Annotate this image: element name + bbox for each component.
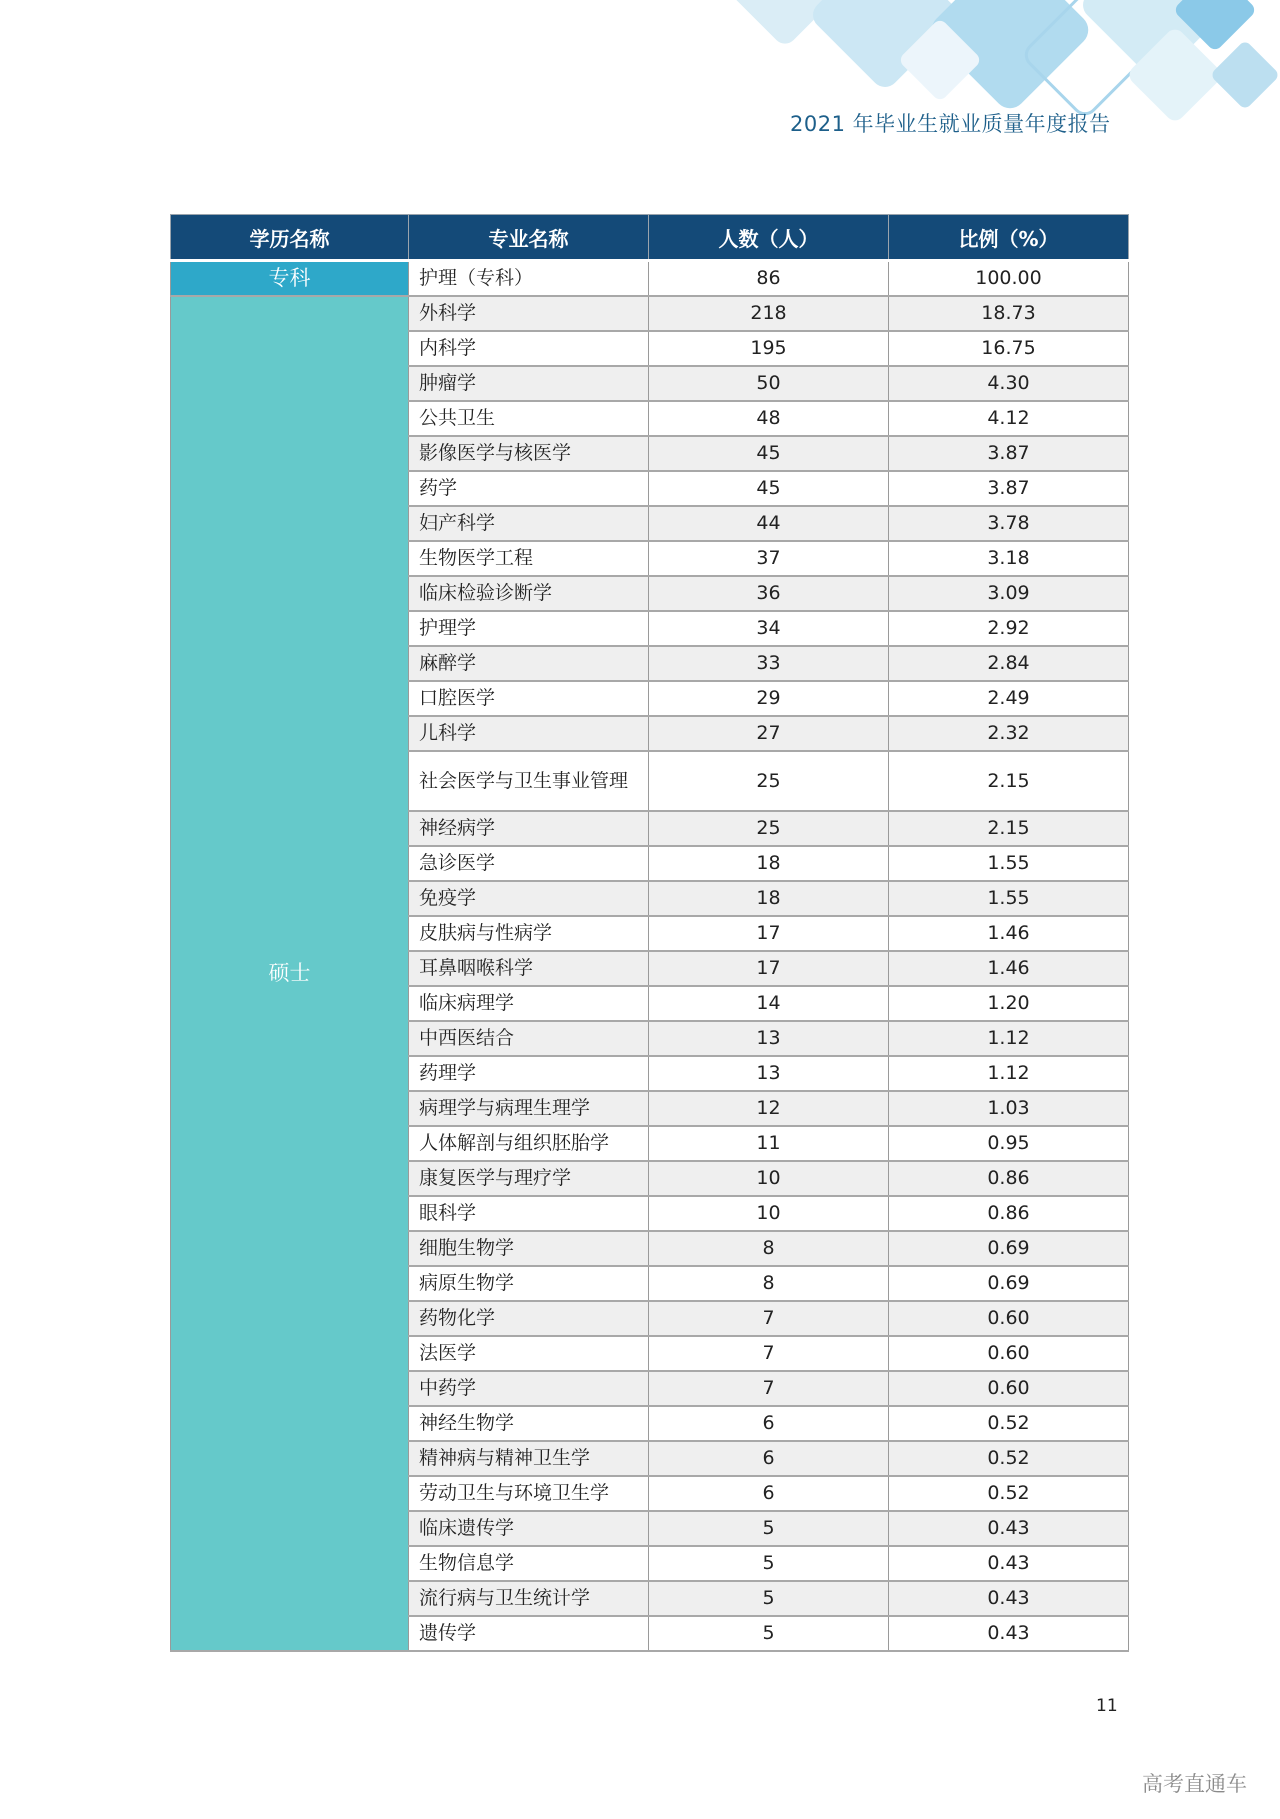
count-cell: 11 — [649, 1126, 889, 1161]
table-body — [171, 261, 1129, 1652]
count-cell: 45 — [649, 436, 889, 471]
count-cell: 33 — [649, 646, 889, 681]
count-cell: 7 — [649, 1336, 889, 1371]
count-cell: 10 — [649, 1196, 889, 1231]
count-cell: 29 — [649, 681, 889, 716]
ratio-cell: 3.18 — [889, 541, 1129, 576]
count-cell: 8 — [649, 1266, 889, 1301]
ratio-cell: 3.87 — [889, 471, 1129, 506]
table-row — [171, 296, 1129, 331]
ratio-cell: 2.15 — [889, 751, 1129, 811]
ratio-cell: 0.60 — [889, 1336, 1129, 1371]
ratio-cell: 18.73 — [889, 296, 1129, 331]
employment-table — [170, 214, 1129, 1652]
ratio-cell: 1.46 — [889, 951, 1129, 986]
major-cell: 护理学 — [409, 611, 649, 646]
ratio-cell: 3.78 — [889, 506, 1129, 541]
ratio-cell: 100.00 — [889, 261, 1129, 297]
major-cell: 细胞生物学 — [409, 1231, 649, 1266]
count-cell: 17 — [649, 916, 889, 951]
major-cell: 临床检验诊断学 — [409, 576, 649, 611]
ratio-cell: 2.84 — [889, 646, 1129, 681]
header-degree: 学历名称 — [171, 215, 409, 261]
count-cell: 5 — [649, 1616, 889, 1651]
table-header-row — [171, 215, 1129, 261]
major-cell: 免疫学 — [409, 881, 649, 916]
header-count: 人数（人） — [649, 215, 889, 261]
count-cell: 6 — [649, 1476, 889, 1511]
ratio-cell: 1.46 — [889, 916, 1129, 951]
ratio-cell: 0.43 — [889, 1581, 1129, 1616]
major-cell: 外科学 — [409, 296, 649, 331]
major-cell: 中药学 — [409, 1371, 649, 1406]
count-cell: 13 — [649, 1021, 889, 1056]
report-title: 2021 年毕业生就业质量年度报告 — [790, 112, 1111, 136]
major-cell: 社会医学与卫生事业管理 — [409, 751, 649, 811]
ratio-cell: 1.20 — [889, 986, 1129, 1021]
count-cell: 5 — [649, 1546, 889, 1581]
degree-level-cell: 专科 — [171, 261, 409, 297]
major-cell: 儿科学 — [409, 716, 649, 751]
count-cell: 218 — [649, 296, 889, 331]
header-ratio: 比例（%） — [889, 215, 1129, 261]
major-cell: 内科学 — [409, 331, 649, 366]
count-cell: 25 — [649, 811, 889, 846]
major-cell: 眼科学 — [409, 1196, 649, 1231]
ratio-cell: 0.86 — [889, 1161, 1129, 1196]
count-cell: 6 — [649, 1441, 889, 1476]
header-major: 专业名称 — [409, 215, 649, 261]
ratio-cell: 1.55 — [889, 846, 1129, 881]
major-cell: 药学 — [409, 471, 649, 506]
ratio-cell: 0.43 — [889, 1511, 1129, 1546]
count-cell: 6 — [649, 1406, 889, 1441]
count-cell: 7 — [649, 1371, 889, 1406]
ratio-cell: 0.69 — [889, 1266, 1129, 1301]
count-cell: 13 — [649, 1056, 889, 1091]
ratio-cell: 0.60 — [889, 1371, 1129, 1406]
major-cell: 遗传学 — [409, 1616, 649, 1651]
count-cell: 48 — [649, 401, 889, 436]
major-cell: 生物信息学 — [409, 1546, 649, 1581]
watermark: 高考直通车 — [1142, 1772, 1247, 1796]
ratio-cell: 1.12 — [889, 1021, 1129, 1056]
ratio-cell: 0.43 — [889, 1546, 1129, 1581]
count-cell: 8 — [649, 1231, 889, 1266]
degree-level-cell: 硕士 — [171, 296, 409, 1651]
ratio-cell: 16.75 — [889, 331, 1129, 366]
ratio-cell: 2.92 — [889, 611, 1129, 646]
major-cell: 肿瘤学 — [409, 366, 649, 401]
ratio-cell: 0.69 — [889, 1231, 1129, 1266]
major-cell: 临床病理学 — [409, 986, 649, 1021]
ratio-cell: 4.12 — [889, 401, 1129, 436]
major-cell: 法医学 — [409, 1336, 649, 1371]
ratio-cell: 1.12 — [889, 1056, 1129, 1091]
major-cell: 麻醉学 — [409, 646, 649, 681]
count-cell: 5 — [649, 1511, 889, 1546]
ratio-cell: 2.15 — [889, 811, 1129, 846]
major-cell: 中西医结合 — [409, 1021, 649, 1056]
count-cell: 36 — [649, 576, 889, 611]
major-cell: 生物医学工程 — [409, 541, 649, 576]
major-cell: 精神病与精神卫生学 — [409, 1441, 649, 1476]
major-cell: 人体解剖与组织胚胎学 — [409, 1126, 649, 1161]
count-cell: 44 — [649, 506, 889, 541]
count-cell: 18 — [649, 881, 889, 916]
major-cell: 药物化学 — [409, 1301, 649, 1336]
ratio-cell: 0.52 — [889, 1441, 1129, 1476]
count-cell: 18 — [649, 846, 889, 881]
ratio-cell: 0.86 — [889, 1196, 1129, 1231]
major-cell: 神经生物学 — [409, 1406, 649, 1441]
ratio-cell: 2.32 — [889, 716, 1129, 751]
count-cell: 195 — [649, 331, 889, 366]
major-cell: 药理学 — [409, 1056, 649, 1091]
major-cell: 病原生物学 — [409, 1266, 649, 1301]
major-cell: 妇产科学 — [409, 506, 649, 541]
ratio-cell: 0.43 — [889, 1616, 1129, 1651]
count-cell: 7 — [649, 1301, 889, 1336]
major-cell: 护理（专科） — [409, 261, 649, 297]
major-cell: 急诊医学 — [409, 846, 649, 881]
ratio-cell: 3.87 — [889, 436, 1129, 471]
ratio-cell: 3.09 — [889, 576, 1129, 611]
ratio-cell: 2.49 — [889, 681, 1129, 716]
ratio-cell: 4.30 — [889, 366, 1129, 401]
count-cell: 10 — [649, 1161, 889, 1196]
major-cell: 康复医学与理疗学 — [409, 1161, 649, 1196]
major-cell: 口腔医学 — [409, 681, 649, 716]
major-cell: 公共卫生 — [409, 401, 649, 436]
count-cell: 37 — [649, 541, 889, 576]
major-cell: 病理学与病理生理学 — [409, 1091, 649, 1126]
count-cell: 50 — [649, 366, 889, 401]
count-cell: 27 — [649, 716, 889, 751]
ratio-cell: 0.60 — [889, 1301, 1129, 1336]
table-row — [171, 261, 1129, 297]
count-cell: 14 — [649, 986, 889, 1021]
count-cell: 45 — [649, 471, 889, 506]
ratio-cell: 0.52 — [889, 1476, 1129, 1511]
count-cell: 25 — [649, 751, 889, 811]
ratio-cell: 0.95 — [889, 1126, 1129, 1161]
major-cell: 神经病学 — [409, 811, 649, 846]
ratio-cell: 0.52 — [889, 1406, 1129, 1441]
major-cell: 皮肤病与性病学 — [409, 916, 649, 951]
count-cell: 34 — [649, 611, 889, 646]
page-number: 11 — [1096, 1696, 1118, 1716]
ratio-cell: 1.03 — [889, 1091, 1129, 1126]
major-cell: 劳动卫生与环境卫生学 — [409, 1476, 649, 1511]
ratio-cell: 1.55 — [889, 881, 1129, 916]
major-cell: 影像医学与核医学 — [409, 436, 649, 471]
count-cell: 12 — [649, 1091, 889, 1126]
major-cell: 耳鼻咽喉科学 — [409, 951, 649, 986]
count-cell: 17 — [649, 951, 889, 986]
count-cell: 5 — [649, 1581, 889, 1616]
count-cell: 86 — [649, 261, 889, 297]
major-cell: 临床遗传学 — [409, 1511, 649, 1546]
major-cell: 流行病与卫生统计学 — [409, 1581, 649, 1616]
